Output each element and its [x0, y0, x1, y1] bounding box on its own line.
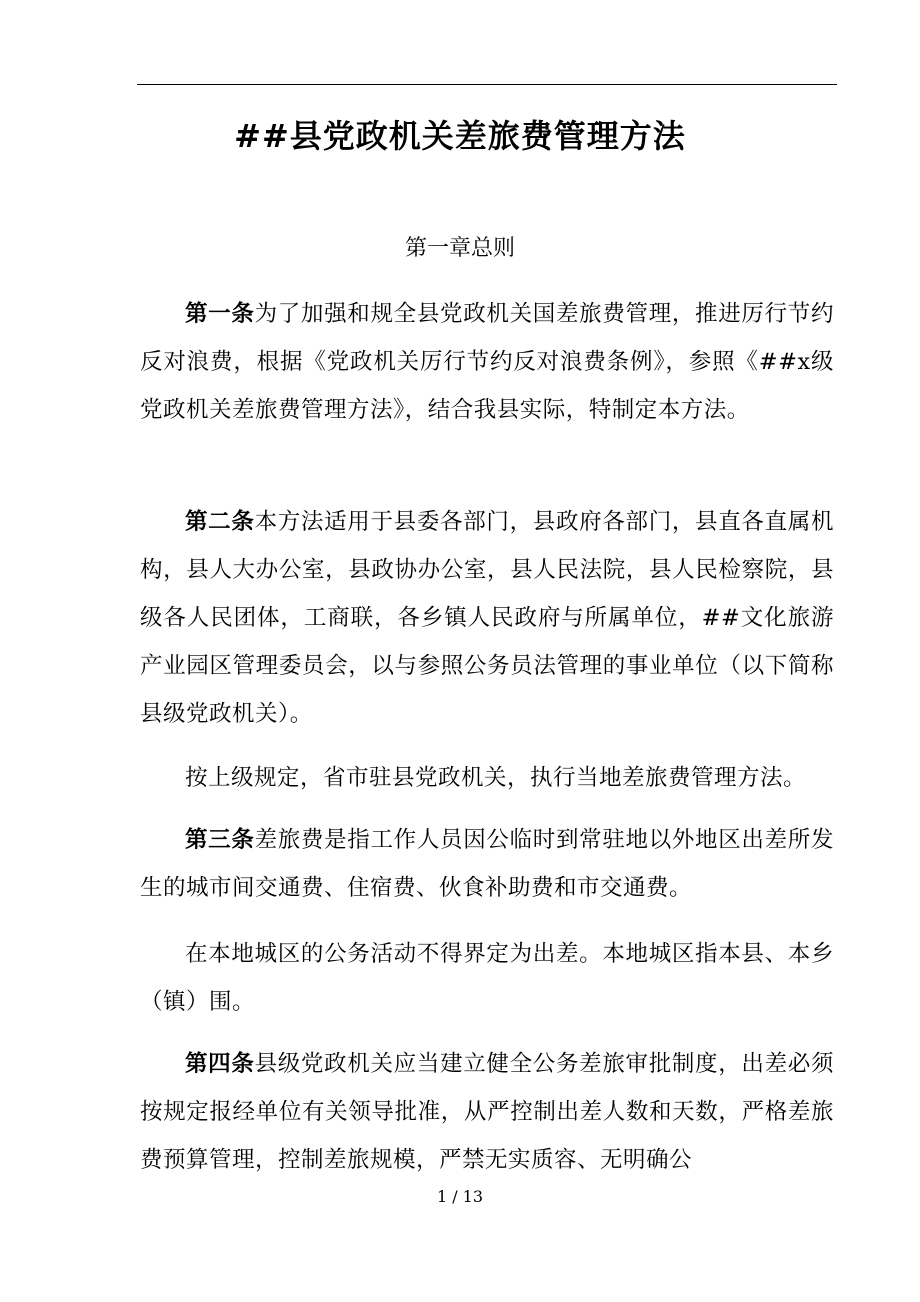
paragraph-text: 本方法适用于县委各部门，县政府各部门，县直各直属机构，县人大办公室，县政协办公室，县人民法院，县人民检察院，县级各人民团体，工商联，各乡镇人民政府与所属单位，##文化旅游产业园区管理委员会，以与参照公务员法管理的事业单位（以下简称县级党政机关）。: [140, 509, 834, 727]
article-label: 第三条: [185, 827, 255, 853]
chapter-heading: 第一章总则: [404, 236, 515, 261]
paragraph-article-1: [140, 290, 834, 434]
paragraph-text: 县级党政机关应当建立健全公务差旅审批制度，出差必须按规定报经单位有关领导批准，从严控制出差人数和天数，严格差旅费预算管理，控制差旅规模，严禁无实质容、无明确公: [140, 1051, 834, 1173]
paragraph-supplement: [140, 754, 834, 802]
paragraph-article-4: [140, 1040, 834, 1184]
paragraph-text: 在本地城区的公务活动不得界定为出差。本地城区指本县、本乡（镇）围。: [140, 941, 834, 1015]
article-label: 第二条: [185, 509, 255, 535]
paragraph-text: 按上级规定，省市驻县党政机关，执行当地差旅费管理方法。: [185, 765, 807, 791]
header-rule: [137, 84, 837, 85]
document-title: ##县党政机关差旅费管理方法: [234, 117, 686, 155]
paragraph-article-3: [140, 816, 834, 912]
paragraph-text: 差旅费是指工作人员因公临时到常驻地以外地区出差所发生的城市间交通费、住宿费、伙食补助费和市交通费。: [140, 827, 834, 901]
page-number: 1 / 13: [436, 1187, 484, 1206]
article-label: 第一条: [185, 301, 255, 327]
paragraph-text: 为了加强和规全县党政机关国差旅费管理，推进厉行节约反对浪费，根据《党政机关厉行节约反对浪费条例》，参照《##x级党政机关差旅费管理方法》，结合我县实际，特制定本方法。: [140, 301, 834, 423]
article-label: 第四条: [185, 1051, 255, 1077]
paragraph-local-area: [140, 930, 834, 1026]
paragraph-article-2: [140, 498, 834, 738]
